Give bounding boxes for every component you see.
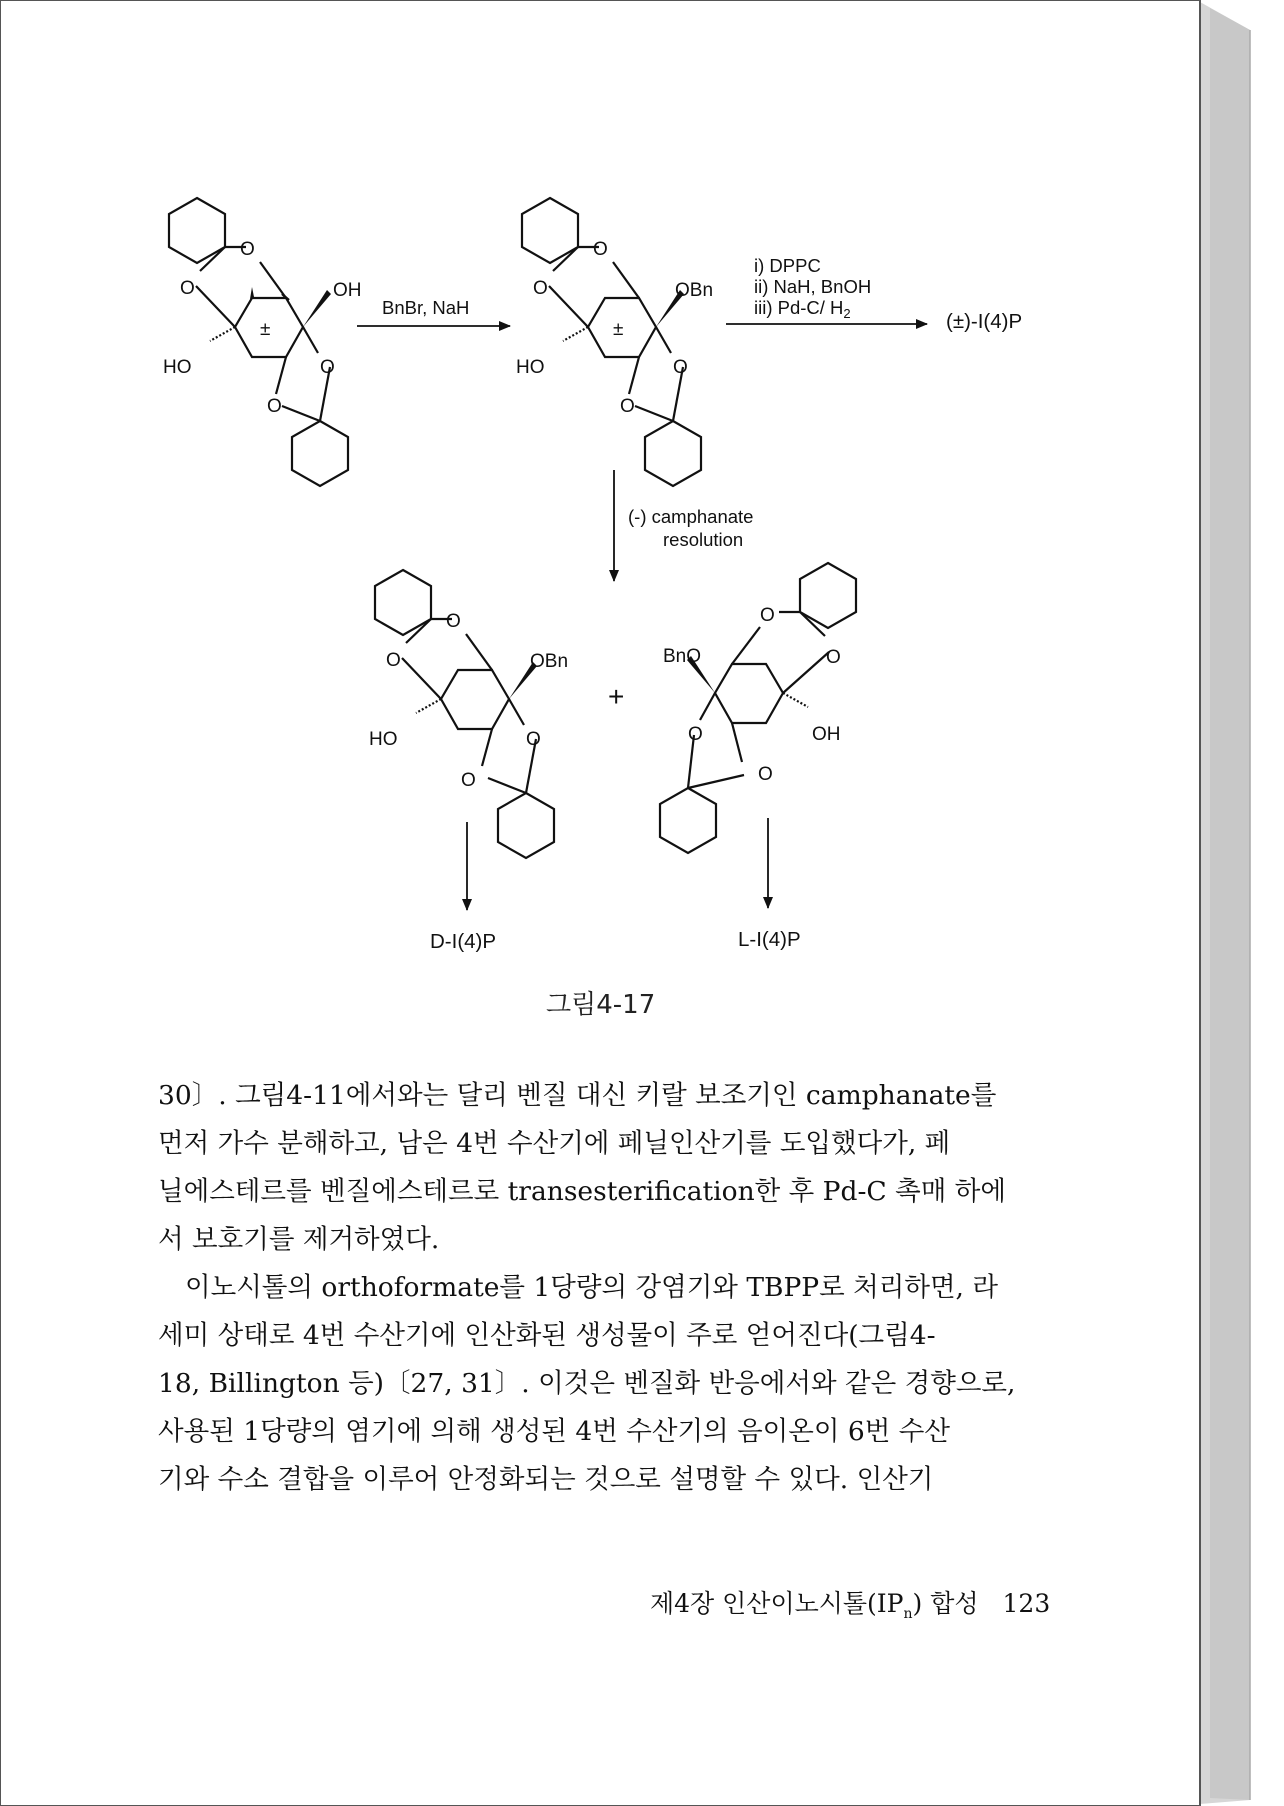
atom-label: O xyxy=(267,396,282,417)
atom-label: O xyxy=(461,770,476,791)
paragraph-line-5: 이노시톨의 orthoformate를 1당량의 강염기와 TBPP로 처리하면, 라 xyxy=(185,1272,998,1303)
paragraph-line-7: 18, Billington 등)〔27, 31〕. 이것은 벤질화 반응에서와 같은 경향으로, xyxy=(158,1368,1016,1399)
atom-label: BnO xyxy=(663,646,702,667)
reagent-benzylation: BnBr, NaH xyxy=(382,297,470,318)
atom-label: O xyxy=(446,611,461,632)
atom-label: O xyxy=(533,278,548,299)
reagent-resolution-line1: (-) camphanate xyxy=(628,506,754,527)
atom-label: OBn xyxy=(675,280,714,301)
reagent-step-ii: ii) NaH, BnOH xyxy=(754,276,872,297)
atom-label: O xyxy=(386,650,401,671)
atom-label: OBn xyxy=(530,651,569,672)
reagent-step-i: i) DPPC xyxy=(754,255,821,276)
atom-label: O xyxy=(688,724,703,745)
chapter-title-end: ) 합성 xyxy=(912,1589,979,1618)
product-d-isomer: D-I(4)P xyxy=(430,930,497,953)
atom-label: ± xyxy=(260,319,271,340)
paragraph-line-1: 30〕. 그림4-11에서와는 달리 벤질 대신 키랄 보조기인 camphanate를 xyxy=(158,1080,997,1111)
subscript: 2 xyxy=(843,306,851,321)
paragraph-line-8: 사용된 1당량의 염기에 의해 생성된 4번 수산기의 음이온이 6번 수산 xyxy=(158,1416,950,1447)
atom-label: O xyxy=(240,239,255,260)
chapter-subscript: n xyxy=(903,1606,913,1622)
figure-caption: 그림4-17 xyxy=(546,990,656,1020)
molecule-l-intermediate-labels xyxy=(663,605,841,785)
page-footer xyxy=(650,1584,1050,1622)
atom-label: O xyxy=(760,605,775,626)
paragraph-line-3: 닐에스테르를 벤질에스테르로 transesterification한 후 Pd-C 촉매 하에 xyxy=(158,1176,1006,1207)
atom-label: O xyxy=(758,764,773,785)
atom-label: HO xyxy=(163,357,192,378)
atom-label: O xyxy=(320,357,335,378)
molecule-l-intermediate xyxy=(660,563,856,853)
atom-label: HO xyxy=(516,357,545,378)
atom-label: O xyxy=(593,239,608,260)
molecule-starting-diol xyxy=(169,198,348,486)
paragraph-line-2: 먼저 가수 분해하고, 남은 4번 수산기에 페닐인산기를 도입했다가, 페 xyxy=(158,1128,951,1159)
product-l-isomer: L-I(4)P xyxy=(738,928,801,951)
reagent-step-iii: iii) Pd-C/ $H_2$ xyxy=(754,297,851,321)
atom-label: HO xyxy=(369,729,398,750)
molecule-benzyl-intermediate xyxy=(522,198,701,486)
reagent-resolution-line2: resolution xyxy=(663,529,744,550)
atom-label: O xyxy=(620,396,635,417)
atom-label: O xyxy=(526,729,541,750)
atom-label: OH xyxy=(333,280,362,301)
plus-sign: + xyxy=(608,681,625,712)
atom-label: O xyxy=(826,647,841,668)
atom-label: O xyxy=(673,357,688,378)
chapter-title: 제4장 인산이노시톨(IP xyxy=(650,1589,904,1618)
paragraph-line-6: 세미 상태로 4번 수산기에 인산화된 생성물이 주로 얻어진다(그림4- xyxy=(158,1320,936,1351)
paragraph-line-4: 서 보호기를 제거하였다. xyxy=(158,1224,440,1255)
molecule-d-intermediate xyxy=(375,570,554,858)
atom-label: O xyxy=(180,278,195,299)
product-racemic: (±)-I(4)P xyxy=(946,310,1023,333)
page-number: 123 xyxy=(1002,1589,1051,1618)
paragraph-line-9: 기와 수소 결합을 이루어 안정화되는 것으로 설명할 수 있다. 인산기 xyxy=(158,1464,934,1495)
atom-label: ± xyxy=(613,319,624,340)
atom-label: OH xyxy=(812,724,841,745)
